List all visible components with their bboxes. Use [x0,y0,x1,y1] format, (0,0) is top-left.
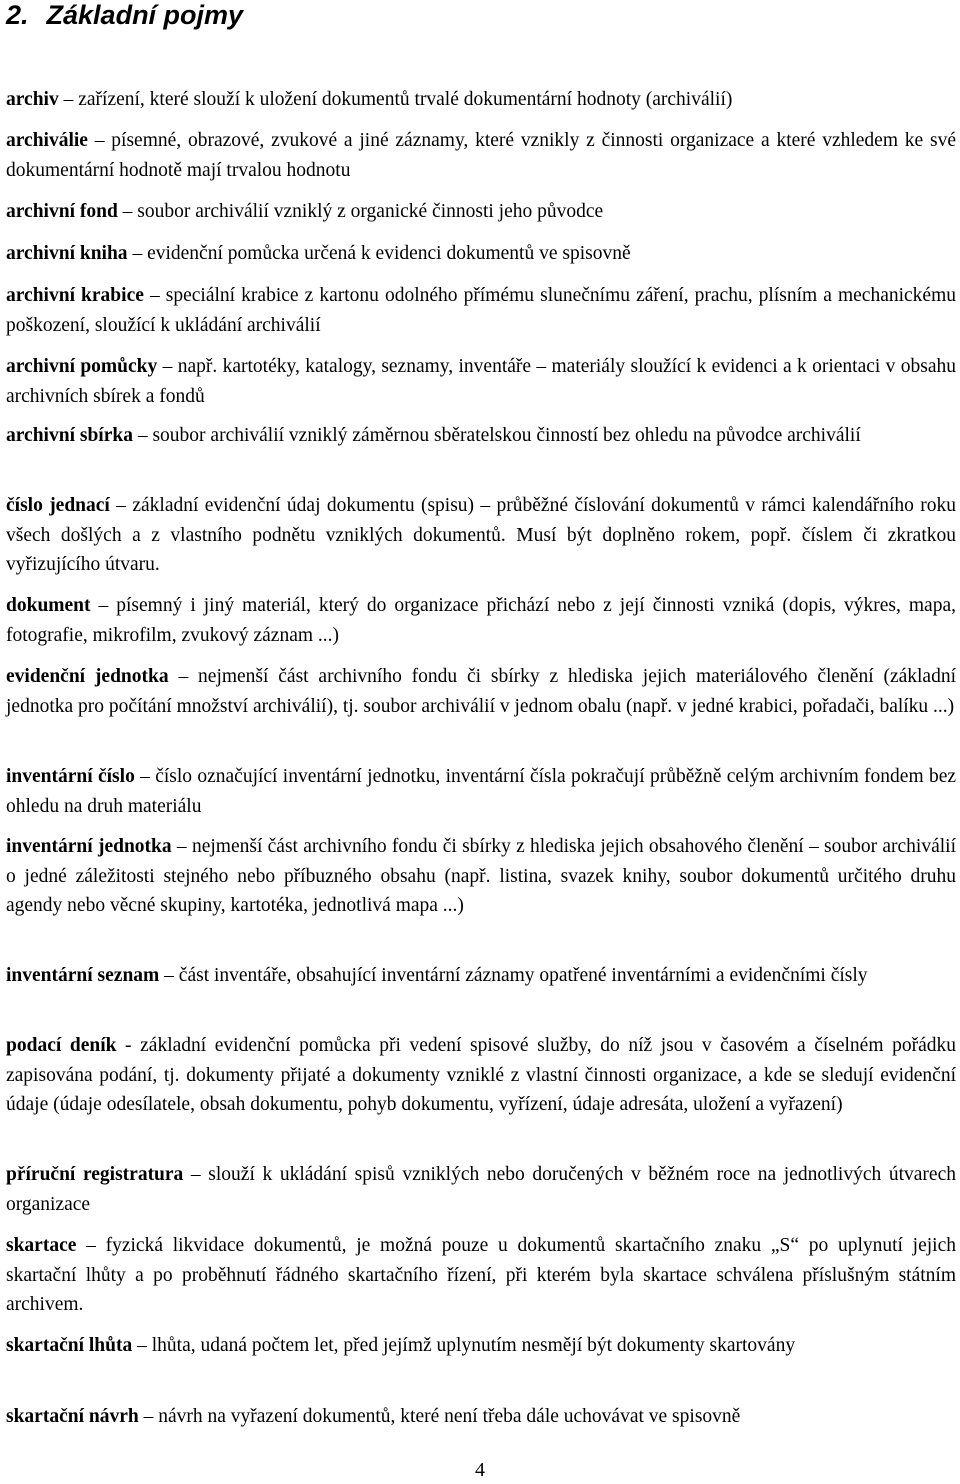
glossary-term: příruční registratura [6,1164,184,1185]
glossary-definition: – část inventáře, obsahující inventární záznamy opatřené inventárními a evidenčními čísly [159,965,868,986]
glossary-entry-archivalie [6,126,956,185]
glossary-entry-archivni-sbirka [6,421,956,451]
glossary-definition: – písemný i jiný materiál, který do organizace přichází nebo z její činnosti vzniká (dopis, výkres, mapa, fotografie, mikrofilm, zvukový záznam ...) [6,595,956,646]
glossary-entry-evidencni-jednotka [6,662,956,721]
glossary-definition: – např. kartotéky, katalogy, seznamy, inventáře – materiály sloužící k evidenci a k orientaci v obsahu archivních sbírek a fondů [6,356,957,407]
glossary-entry-archivni-pomucky [6,352,956,411]
glossary-entry-podaci-denik [6,1031,956,1120]
glossary-definition: – nejmenší část archivního fondu či sbírky z hlediska jejich materiálového členění (základní jednotka pro počítání množství archiválií), tj. soubor archiválií v jednom obalu (např. v jedné krabici, pořadači, balíku ...) [6,666,956,717]
glossary-definition: – slouží k ukládání spisů vzniklých nebo doručených v běžném roce na jednotlivých útvarech organizace [6,1164,956,1215]
glossary-definition: – soubor archiválií vzniklý z organické činnosti jeho původce [117,201,604,222]
glossary-definition: – číslo označující inventární jednotku, inventární čísla pokračují průběžně celým archivním fondem bez ohledu na druh materiálu [6,766,956,817]
glossary-term: archivní pomůcky [6,356,158,377]
glossary-term: archiv [6,89,59,110]
section-title: Základní pojmy [46,0,244,30]
glossary-definition: – základní evidenční údaj dokumentu (spisu) – průběžné číslování dokumentů v rámci kalendářního roku všech došlých a z vlastního podnětu vzniklých dokumentů. Musí být doplněno rokem, popř. číslem či zkratkou vyřizujícího útvaru. [6,495,956,575]
page-number: 4 [475,1459,485,1481]
glossary-entry-cislo-jednaci [6,491,956,580]
glossary-term: inventární číslo [6,766,135,787]
glossary-definition: – lhůta, udaná počtem let, před jejímž uplynutím nesmějí být dokumenty skartovány [132,1335,796,1356]
glossary-term: archivní sbírka [6,425,133,446]
glossary-definition: – fyzická likvidace dokumentů, je možná pouze u dokumentů skartačního znaku „S“ po uplynutí jejich skartační lhůty a po proběhnutí řádného skartačního řízení, při kterém byla skartace schválena příslušným státním archivem. [6,1235,956,1315]
glossary-term: archiválie [6,130,88,151]
glossary-entry-archiv [6,85,956,115]
glossary-definition: – návrh na vyřazení dokumentů, které není třeba dále uchovávat ve spisovně [138,1406,741,1427]
glossary-term: archivní fond [6,201,118,222]
glossary-term: skartační lhůta [6,1335,133,1356]
glossary-entry-prirucni-registratura [6,1160,956,1219]
glossary-term: evidenční jednotka [6,666,169,687]
glossary-entry-skartacni-lhuta [6,1331,956,1361]
glossary-definition: – písemné, obrazové, zvukové a jiné záznamy, které vznikly z činnosti organizace a které vzhledem ke své dokumentární hodnotě mají trvalou hodnotu [6,130,956,181]
glossary-entry-archivni-fond [6,197,956,227]
glossary-term: archivní kniha [6,243,128,264]
glossary-entry-inventarni-jednotka [6,832,956,921]
glossary-definition: – speciální krabice z kartonu odolného přímému slunečnímu záření, prachu, plísním a mechanickému poškození, sloužící k ukládání archiválií [6,285,957,336]
glossary-term: inventární jednotka [6,836,172,857]
section-number: 2. [6,0,29,30]
glossary-term: dokument [6,595,91,616]
glossary-entry-inventarni-cislo [6,762,956,821]
glossary-term: podací deník [6,1035,117,1056]
glossary-definition: – zařízení, které slouží k uložení dokumentů trvalé dokumentární hodnoty (archiválií) [58,89,733,110]
glossary-entry-skartacni-navrh [6,1402,956,1432]
glossary-term: skartační návrh [6,1406,139,1427]
glossary-entry-skartace [6,1231,956,1320]
glossary-entry-archivni-kniha [6,239,956,269]
glossary-term: číslo jednací [6,495,110,516]
glossary-definition: – soubor archiválií vzniklý záměrnou sběratelskou činností bez ohledu na původce archiválií [132,425,861,446]
glossary-definition: – nejmenší část archivního fondu či sbírky z hlediska jejich obsahového členění – soubor archiválií o jedné záležitosti stejného nebo příbuzného obsahu (např. listina, svazek knihy, soubor dokumentů určitého druhu agendy nebo věcné skupiny, kartotéka, jednotlivá mapa ...) [6,836,956,916]
glossary-entry-inventarni-seznam [6,961,956,991]
glossary-entry-archivni-krabice [6,281,956,340]
glossary-term: inventární seznam [6,965,160,986]
glossary-term: archivní krabice [6,285,144,306]
glossary-entry-dokument [6,591,956,650]
glossary-definition: - základní evidenční pomůcka při vedení spisové služby, do níž jsou v časovém a číselném pořádku zapisována podání, tj. dokumenty přijaté a dokumenty vzniklé z vlastní činnosti organizace, a kde se sledují evidenční údaje (údaje odesílatele, obsah dokumentu, pohyb dokumentu, vyřízení, údaje adresáta, uložení a vyřazení) [6,1035,956,1115]
section-heading [6,0,243,30]
glossary-definition: – evidenční pomůcka určená k evidenci dokumentů ve spisovně [127,243,631,264]
glossary-term: skartace [6,1235,77,1256]
